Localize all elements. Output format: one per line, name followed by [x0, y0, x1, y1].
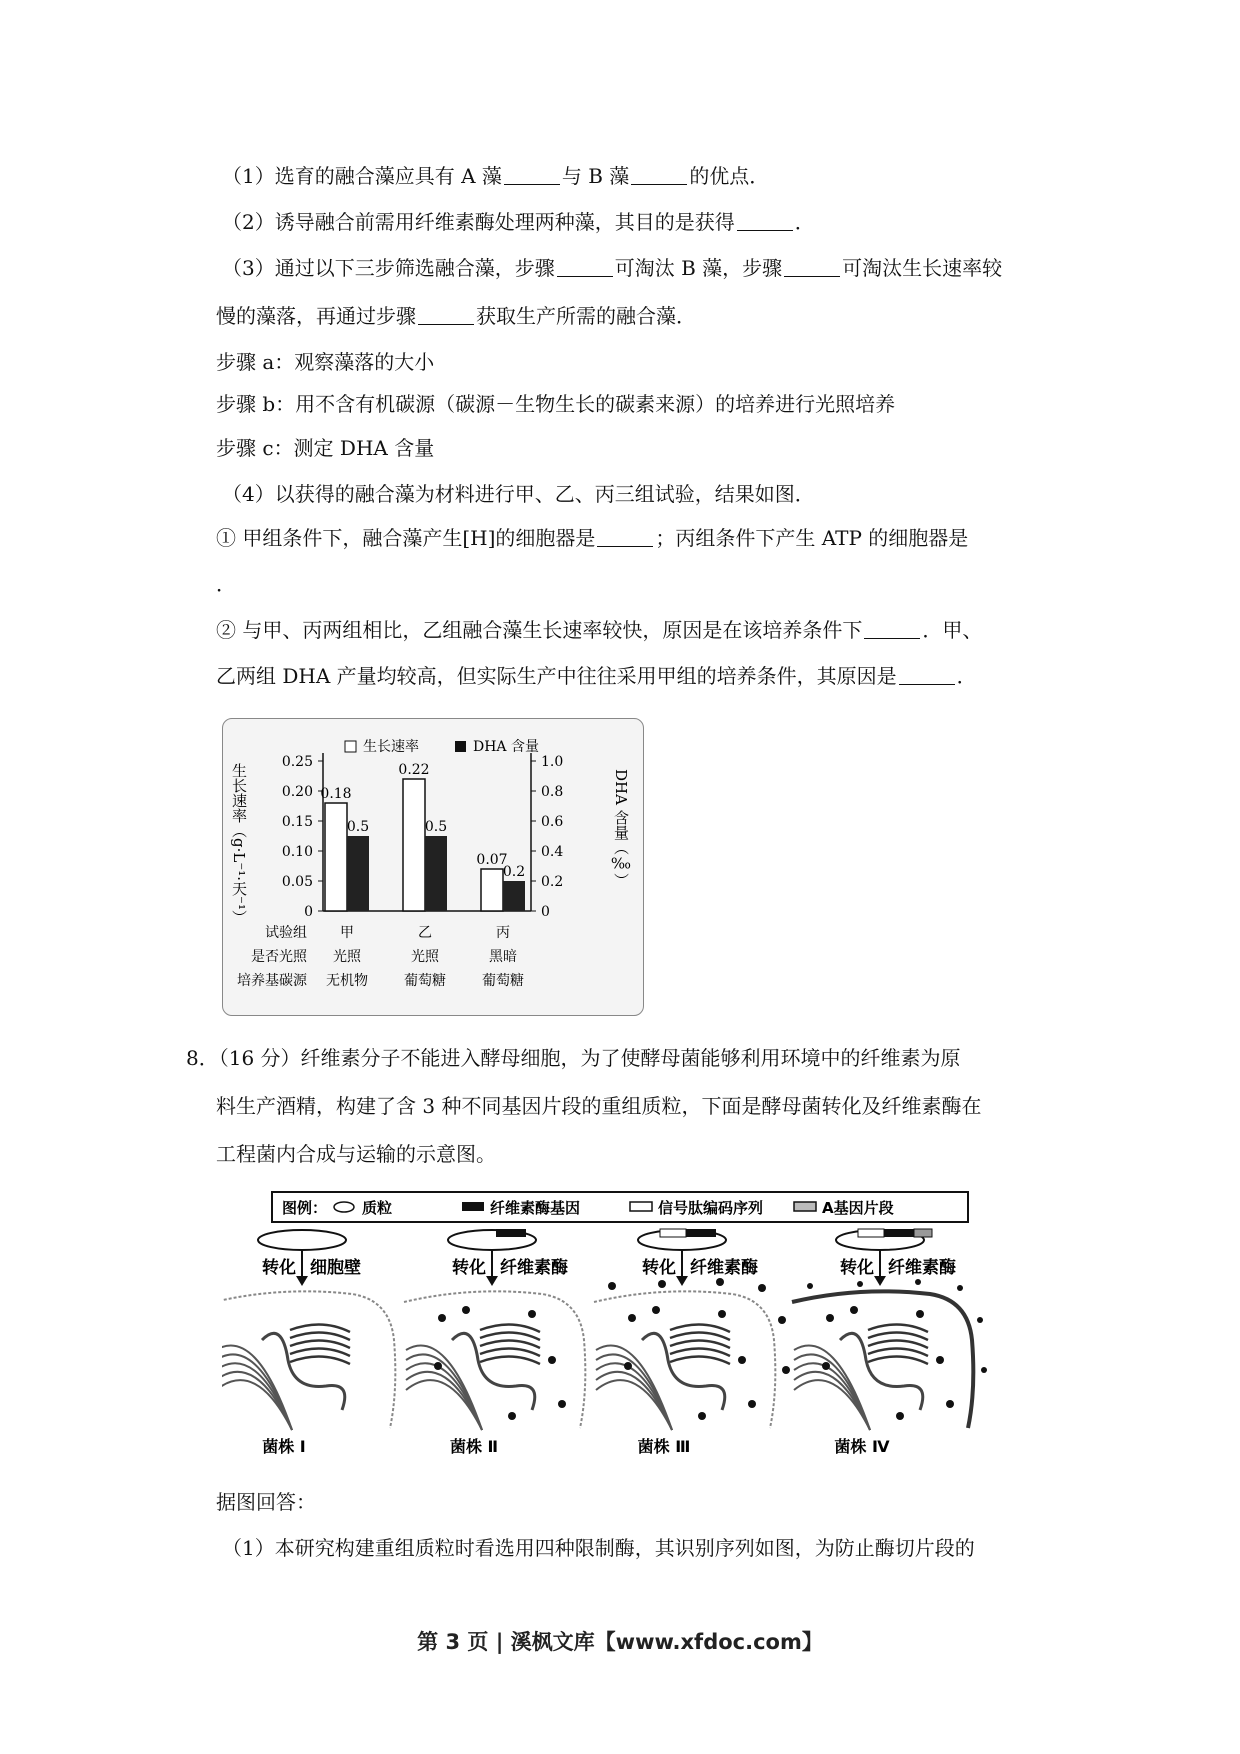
- enzyme-dot: [718, 1310, 726, 1318]
- a-gene-icon: [914, 1229, 932, 1237]
- step-a: 步骤 a：观察藻落的大小: [216, 350, 435, 374]
- left-tick-label: 0.25: [281, 754, 313, 770]
- a-gene-icon: [794, 1202, 816, 1211]
- nucleus-membrane: [406, 1354, 482, 1430]
- q8-1-line: （1）本研究构建重组质粒时看选用四种限制酶，其识别序列如图，为防止酶切片段的: [222, 1536, 975, 1560]
- row-label: 培养基碳源: [237, 973, 307, 989]
- golgi-cisterna: [868, 1324, 928, 1332]
- legend-label-growth: 生长速率: [363, 739, 419, 755]
- answer-prompt: 据图回答：: [216, 1490, 316, 1514]
- plasmid-icon: [334, 1202, 354, 1212]
- golgi-cisterna: [670, 1356, 730, 1364]
- nucleus-membrane: [222, 1346, 292, 1431]
- left-tick-label: 0.20: [281, 784, 313, 800]
- legend-swatch-growth: [345, 741, 356, 752]
- arrow-head: [296, 1276, 308, 1286]
- row-label: 是否光照: [251, 949, 307, 965]
- answer-blank[interactable]: [597, 526, 653, 547]
- secreted-enzyme-dot: [957, 1285, 963, 1291]
- golgi-cisterna: [868, 1356, 928, 1364]
- q1-line: （1）选育的融合藻应具有 A 藻 与 B 藻 的优点．: [222, 164, 770, 188]
- right-tick-label: 0.2: [541, 874, 564, 890]
- cellulase-gene-icon: [462, 1202, 484, 1211]
- right-axis-title: DHA 含量（‰）: [612, 769, 630, 888]
- annotation-label: 细胞壁: [310, 1258, 361, 1278]
- annotation-label: 纤维素酶: [888, 1258, 956, 1278]
- cellulase-gene-icon: [686, 1229, 716, 1237]
- bar-growth: [403, 779, 425, 911]
- strain-label: 菌株 Ⅱ: [449, 1437, 499, 1456]
- legend-item-label: 纤维素酶基因: [490, 1199, 581, 1217]
- nucleus-membrane: [596, 1354, 672, 1430]
- golgi-cisterna: [290, 1348, 350, 1356]
- q4-1-dot: ．: [216, 572, 236, 596]
- nucleus-membrane: [794, 1346, 870, 1431]
- legend-item-label: 信号肽编码序列: [658, 1199, 764, 1217]
- answer-blank[interactable]: [631, 164, 687, 185]
- signal-peptide-icon: [630, 1202, 652, 1211]
- enzyme-dot: [936, 1356, 944, 1364]
- enzyme-dot: [624, 1362, 632, 1370]
- condition-cell: 光照: [411, 949, 439, 965]
- golgi-cisterna: [868, 1340, 928, 1348]
- legend-label-dha: DHA 含量: [473, 739, 539, 755]
- q4-line: （4）以获得的融合藻为材料进行甲、乙、丙三组试验，结果如图．: [222, 482, 815, 506]
- condition-cell: 乙: [418, 925, 432, 941]
- golgi-cisterna: [670, 1324, 730, 1332]
- enzyme-dot: [434, 1362, 442, 1370]
- left-tick-label: 0.15: [281, 814, 313, 830]
- condition-cell: 无机物: [326, 973, 368, 989]
- golgi-cisterna: [670, 1348, 730, 1356]
- bar-growth: [325, 803, 347, 911]
- enzyme-dot: [462, 1306, 470, 1314]
- enzyme-dot: [826, 1314, 834, 1322]
- bar-dha: [425, 836, 447, 911]
- golgi-cisterna: [290, 1332, 350, 1340]
- step-b: 步骤 b：用不含有机碳源（碳源－生物生长的碳素来源）的培养进行光照培养: [216, 392, 896, 416]
- cell-wall: [594, 1291, 775, 1428]
- legend-title: 图例：: [282, 1199, 328, 1217]
- q3-line-2: 慢的藻落，再通过步骤 获取生产所需的融合藻．: [216, 304, 696, 328]
- enzyme-dot: [628, 1314, 636, 1322]
- enzyme-dot: [850, 1306, 858, 1314]
- data-label-growth: 0.07: [476, 852, 508, 868]
- enzyme-dot: [548, 1356, 556, 1364]
- right-tick-label: 0.8: [541, 784, 564, 800]
- enzyme-dot: [916, 1310, 924, 1318]
- condition-cell: 葡萄糖: [482, 973, 524, 989]
- transform-label: 转化: [452, 1258, 486, 1278]
- plasmid-icon: [258, 1230, 346, 1250]
- golgi-cisterna: [670, 1340, 730, 1348]
- secreted-enzyme-dot: [608, 1282, 616, 1290]
- q4-1-line: ① 甲组条件下，融合藻产生[H]的细胞器是 ；丙组条件下产生 ATP 的细胞器是: [216, 526, 969, 550]
- left-tick-label: 0: [304, 904, 313, 920]
- condition-cell: 甲: [340, 925, 354, 941]
- left-tick-label: 0.05: [281, 874, 313, 890]
- yeast-diagram: [222, 1190, 1018, 1460]
- annotation-label: 纤维素酶: [690, 1258, 758, 1278]
- answer-blank[interactable]: [504, 164, 560, 185]
- secreted-enzyme-dot: [716, 1278, 724, 1286]
- secreted-enzyme-dot: [981, 1367, 987, 1373]
- enzyme-dot: [438, 1314, 446, 1322]
- golgi-cisterna: [480, 1332, 540, 1340]
- strain-label: 菌株 Ⅳ: [834, 1437, 890, 1456]
- golgi-cisterna: [480, 1348, 540, 1356]
- answer-blank[interactable]: [418, 304, 474, 325]
- golgi-cisterna: [290, 1356, 350, 1364]
- bar-growth: [481, 869, 503, 911]
- bar-chart: [223, 719, 643, 1015]
- cellulase-gene-icon: [496, 1229, 526, 1237]
- answer-blank[interactable]: [864, 618, 920, 639]
- q3-line: （3）通过以下三步筛选融合藻，步骤 可淘汰 B 藻，步骤 可淘汰生长速率较: [222, 256, 1003, 280]
- golgi-cisterna: [868, 1332, 928, 1340]
- legend-swatch-dha: [455, 741, 466, 752]
- golgi-cisterna: [290, 1324, 350, 1332]
- data-label-dha: 0.5: [346, 819, 370, 835]
- nucleus-membrane: [406, 1346, 482, 1431]
- legend-item-label: 质粒: [362, 1199, 393, 1217]
- golgi-cisterna: [480, 1324, 540, 1332]
- strain-label: 菌株 Ⅰ: [262, 1437, 306, 1456]
- condition-cell: 丙: [496, 925, 510, 941]
- answer-blank[interactable]: [557, 256, 613, 277]
- bar-chart-figure: [222, 718, 644, 1016]
- enzyme-dot: [748, 1400, 756, 1408]
- arrow-head: [676, 1276, 688, 1286]
- condition-cell: 黑暗: [489, 949, 517, 965]
- q4-2-line: ② 与甲、丙两组相比，乙组融合藻生长速率较快，原因是在该培养条件下 ．甲、: [216, 618, 983, 642]
- right-tick-label: 1.0: [541, 754, 564, 770]
- enzyme-dot: [652, 1306, 660, 1314]
- right-tick-label: 0: [541, 904, 550, 920]
- cell-wall: [792, 1291, 973, 1428]
- cell-wall: [404, 1291, 585, 1428]
- q2-line: （2）诱导融合前需用纤维素酶处理两种藻，其目的是获得 ．: [222, 210, 815, 234]
- data-label-growth: 0.22: [398, 762, 430, 778]
- nucleus-membrane: [596, 1346, 672, 1431]
- step-c: 步骤 c：测定 DHA 含量: [216, 436, 435, 460]
- row-label: 试验组: [265, 925, 307, 941]
- answer-blank[interactable]: [784, 256, 840, 277]
- signal-peptide-icon: [660, 1229, 686, 1237]
- secreted-enzyme-dot: [758, 1284, 766, 1292]
- condition-cell: 葡萄糖: [404, 973, 446, 989]
- annotation-label: 纤维素酶: [500, 1258, 568, 1278]
- golgi-cisterna: [480, 1356, 540, 1364]
- secreted-enzyme-dot: [915, 1279, 921, 1285]
- transform-label: 转化: [262, 1258, 296, 1278]
- arrow-head: [874, 1276, 886, 1286]
- data-label-dha: 0.5: [424, 819, 448, 835]
- enzyme-dot: [946, 1400, 954, 1408]
- bar-dha: [347, 836, 369, 911]
- yeast-transformation-figure: [222, 1190, 1018, 1460]
- right-tick-label: 0.4: [541, 844, 564, 860]
- enzyme-dot: [896, 1412, 904, 1420]
- nucleus-membrane: [794, 1354, 870, 1430]
- enzyme-dot: [822, 1362, 830, 1370]
- q8-line-1: 8．（16 分）纤维素分子不能进入酵母细胞，为了使酵母菌能够利用环境中的纤维素为原: [186, 1046, 961, 1070]
- right-tick-label: 0.6: [541, 814, 564, 830]
- q8-line-2: 料生产酒精，构建了含 3 种不同基因片段的重组质粒，下面是酵母菌转化及纤维素酶在: [216, 1094, 982, 1118]
- left-axis-title: 生长速率（g·L⁻¹·天⁻¹）: [230, 763, 248, 925]
- golgi-cisterna: [868, 1348, 928, 1356]
- golgi-cisterna: [480, 1340, 540, 1348]
- bar-dha: [503, 881, 525, 911]
- enzyme-dot: [738, 1356, 746, 1364]
- condition-cell: 光照: [333, 949, 361, 965]
- legend-item-label: A基因片段: [822, 1199, 894, 1217]
- nucleus-membrane: [222, 1354, 292, 1430]
- transform-label: 转化: [840, 1258, 874, 1278]
- enzyme-dot: [528, 1310, 536, 1318]
- cellulase-gene-icon: [884, 1229, 914, 1237]
- answer-blank[interactable]: [899, 664, 955, 685]
- left-tick-label: 0.10: [281, 844, 313, 860]
- enzyme-dot: [558, 1400, 566, 1408]
- data-label-growth: 0.18: [320, 786, 352, 802]
- signal-peptide-icon: [858, 1229, 884, 1237]
- data-label-dha: 0.2: [502, 864, 526, 880]
- secreted-enzyme-dot: [658, 1280, 666, 1288]
- secreted-enzyme-dot: [782, 1366, 790, 1374]
- golgi-cisterna: [670, 1332, 730, 1340]
- secreted-enzyme-dot: [857, 1281, 863, 1287]
- answer-blank[interactable]: [737, 210, 793, 231]
- secreted-enzyme-dot: [977, 1317, 983, 1323]
- secreted-enzyme-dot: [778, 1316, 786, 1324]
- strain-label: 菌株 Ⅲ: [637, 1437, 691, 1456]
- arrow-head: [486, 1276, 498, 1286]
- enzyme-dot: [698, 1412, 706, 1420]
- golgi-cisterna: [290, 1340, 350, 1348]
- transform-label: 转化: [642, 1258, 676, 1278]
- q4-3-line: 乙两组 DHA 产量均较高，但实际生产中往往采用甲组的培养条件，其原因是 ．: [216, 664, 977, 688]
- enzyme-dot: [508, 1412, 516, 1420]
- page-footer: 第 3 页 | 溪枫文库【www.xfdoc.com】: [417, 1630, 823, 1654]
- q8-line-3: 工程菌内合成与运输的示意图。: [216, 1142, 496, 1166]
- secreted-enzyme-dot: [807, 1283, 813, 1289]
